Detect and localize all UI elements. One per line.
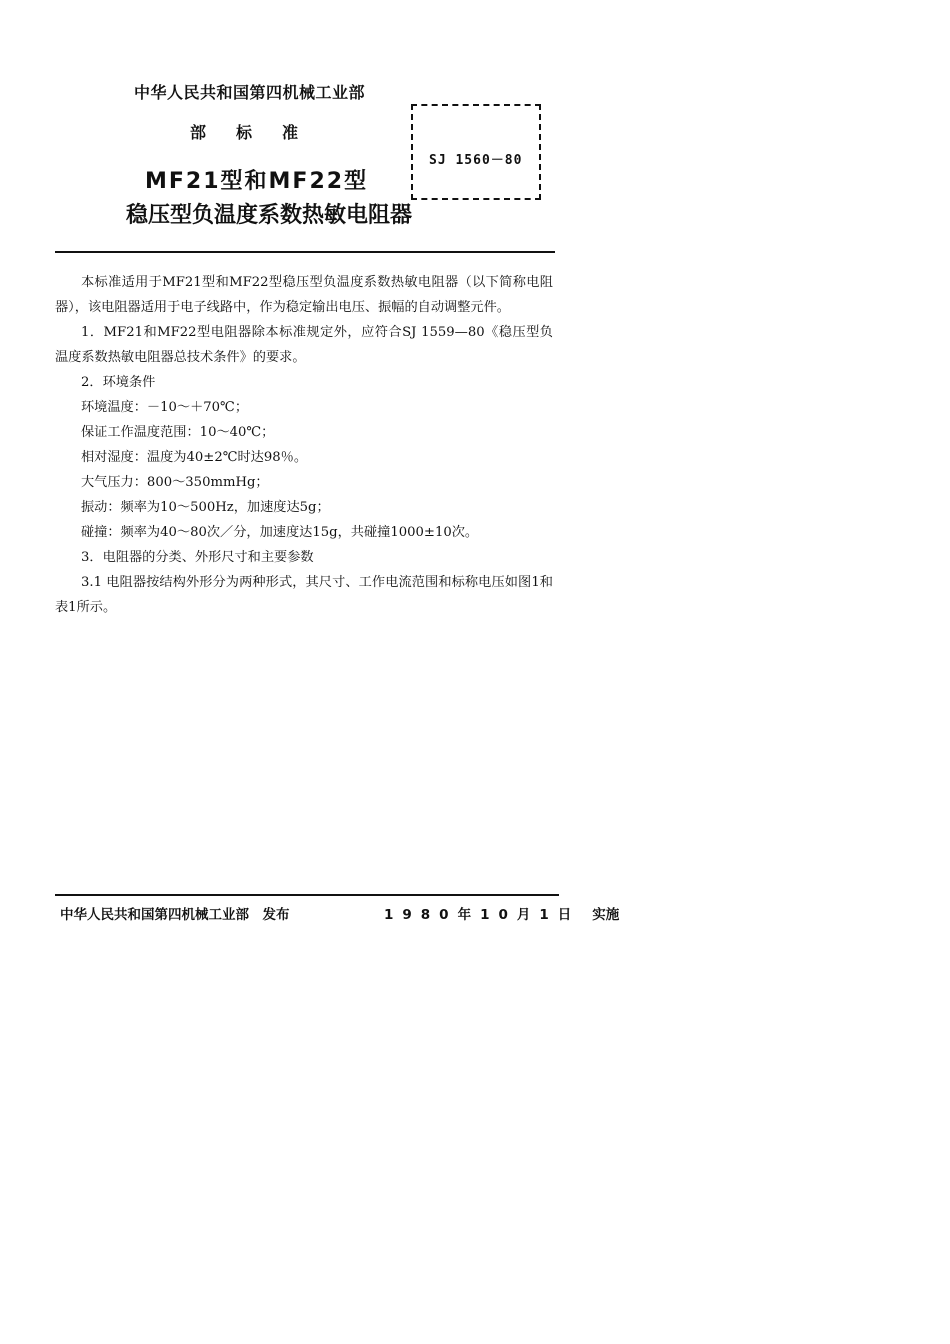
clause-2-heading: 2．环境条件: [81, 375, 156, 390]
document-title-line-1: MF21型和MF22型: [145, 169, 369, 194]
clause-3-1-paragraph: 3.1 电阻器按结构外形分为两种形式，其尺寸、工作电流范围和标称电压如图1和表1所示。: [55, 575, 553, 615]
standard-type-label: 部标准: [190, 123, 329, 142]
standard-code-box: [411, 104, 541, 200]
header-divider: [55, 251, 555, 253]
implement-label: 实施: [592, 907, 620, 923]
vibration-line: 振动：频率为10～500Hz，加速度达5g；: [81, 500, 330, 515]
intro-paragraph: 本标准适用于MF21型和MF22型稳压型负温度系数热敏电阻器（以下简称电阻器），该电阻器适用于电子线路中，作为稳定输出电压、振幅的自动调整元件。: [55, 275, 553, 315]
clause-3-heading: 3．电阻器的分类、外形尺寸和主要参数: [81, 550, 314, 565]
footer-publisher: 中华人民共和国第四机械工业部 发布: [60, 907, 290, 923]
effective-date: 1980年10月1日: [384, 907, 581, 923]
document-body: [55, 270, 553, 620]
bump-line: 碰撞：频率为40～80次／分，加速度达15g，共碰撞1000±10次。: [81, 525, 479, 540]
work-temperature-line: 保证工作温度范围：10～40℃；: [81, 425, 275, 440]
document-title-line-2: 稳压型负温度系数热敏电阻器: [126, 203, 413, 228]
clause-1-paragraph: 1．MF21和MF22型电阻器除本标准规定外，应符合SJ 1559—80《稳压型负温度系数热敏电阻器总技术条件》的要求。: [55, 325, 553, 365]
env-temperature-line: 环境温度：－10～＋70℃；: [81, 400, 249, 415]
pressure-line: 大气压力：800～350mmHg；: [81, 475, 269, 490]
issuing-ministry: 中华人民共和国第四机械工业部: [134, 83, 366, 102]
footer-divider: [55, 894, 559, 896]
humidity-line: 相对湿度：温度为40±2℃时达98％。: [81, 450, 308, 465]
footer-effective-date: [384, 903, 619, 923]
standard-code: SJ 1560－80: [429, 153, 523, 168]
